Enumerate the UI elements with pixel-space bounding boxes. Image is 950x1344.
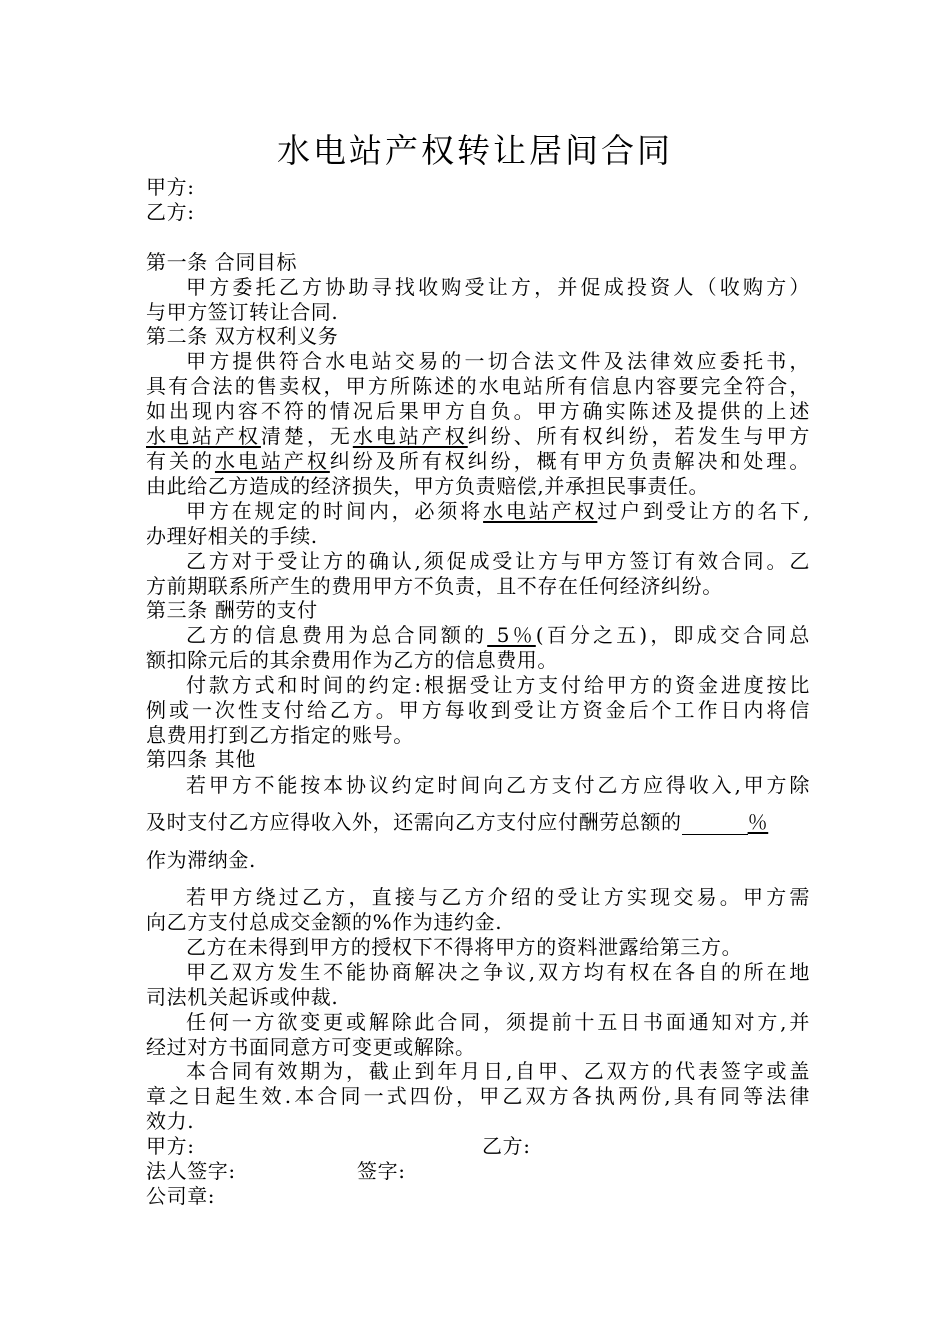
article-4-p6-line-3: 效力. (146, 1109, 195, 1133)
percent-sign: ％ (747, 810, 769, 834)
article-2-p1-line-4 (146, 424, 810, 449)
party-b-label: 乙方: (146, 200, 195, 224)
article-2-p3-line-1: 乙方对于受让方的确认,须促成受让方与甲方签订有效合同。乙 (186, 549, 810, 573)
article-4-p2-line-2: 向乙方支付总成交金额的%作为违约金. (146, 910, 503, 934)
percentage-blank (682, 814, 748, 835)
signature-party-b: 乙方: (482, 1134, 531, 1158)
article-3-p1-line-1 (186, 623, 810, 648)
article-4-p5-line-2: 经过对方书面同意方可变更或解除。 (146, 1035, 476, 1059)
article-4-p4-line-2: 司法机关起诉或仲裁. (146, 985, 339, 1009)
company-seal-label: 公司章: (146, 1184, 216, 1208)
article-2-p1-line-2: 具有合法的售卖权，甲方所陈述的水电站所有信息内容要完全符合， (146, 374, 810, 398)
asset-term-underlined: 水电站产权 (146, 424, 261, 448)
article-3-p1-line-2: 额扣除元后的其余费用作为乙方的信息费用。 (146, 648, 558, 672)
article-1-line-2: 与甲方签订转让合同. (146, 300, 339, 324)
text-segment: 纠纷、所有权纠纷，若发生与甲方 (467, 424, 811, 448)
signature-label: 签字: (357, 1159, 406, 1183)
article-4-p4-line-1: 甲乙双方发生不能协商解决之争议,双方均有权在各自的所在地 (186, 960, 810, 984)
asset-term-underlined: 水电站产权 (483, 499, 598, 523)
fee-rate-underlined: 5％ (487, 623, 536, 647)
text-segment: 纠纷及所有权纠纷，概有甲方负责解决和处理。 (329, 449, 810, 473)
article-4-p3-line-1: 乙方在未得到甲方的授权下不得将甲方的资料泄露给第三方。 (186, 935, 743, 959)
article-3-p2-line-1: 付款方式和时间的约定:根据受让方支付给甲方的资金进度按比 (186, 673, 810, 697)
article-2-p1-line-3: 如出现内容不符的情况后果甲方自负。甲方确实陈述及提供的上述 (146, 399, 810, 423)
article-4-p1-line-3: 作为滞纳金. (146, 848, 256, 872)
asset-term-underlined: 水电站产权 (352, 424, 468, 448)
article-2-p2-line-1 (186, 499, 810, 524)
article-2-p1-line-1: 甲方提供符合水电站交易的一切合法文件及法律效应委托书， (186, 349, 810, 373)
article-3-p2-line-3: 息费用打到乙方指定的账号。 (146, 723, 414, 747)
article-1-line-1: 甲方委托乙方协助寻找收购受让方，并促成投资人（收购方） (186, 275, 810, 299)
article-2-p2-line-2: 办理好相关的手续. (146, 524, 318, 548)
article-4-p1-line-2 (146, 810, 810, 835)
article-4-heading: 第四条 其他 (146, 747, 256, 771)
article-4-p5-line-1: 任何一方欲变更或解除此合同，须提前十五日书面通知对方,并 (186, 1010, 810, 1034)
article-2-p1-line-6: 由此给乙方造成的经济损失，甲方负责赔偿,并承担民事责任。 (146, 474, 710, 498)
article-3-heading: 第三条 酬劳的支付 (146, 598, 318, 622)
article-2-p3-line-2: 方前期联系所产生的费用甲方不负责，且不存在任何经济纠纷。 (146, 574, 723, 598)
legal-representative-signature: 法人签字: (146, 1159, 236, 1183)
article-1-heading: 第一条 合同目标 (146, 250, 298, 274)
text-segment: 及时支付乙方应得收入外，还需向乙方支付应付酬劳总额的 (146, 810, 682, 834)
article-4-p2-line-1: 若甲方绕过乙方，直接与乙方介绍的受让方实现交易。甲方需 (186, 885, 810, 909)
text-segment: 乙方的信息费用为总合同额的 (186, 623, 488, 647)
article-4-p1-line-1: 若甲方不能按本协议约定时间向乙方支付乙方应得收入,甲方除 (186, 773, 810, 797)
text-segment: 有关的 (146, 449, 215, 473)
document-title: 水电站产权转让居间合同 (277, 131, 673, 170)
article-3-p2-line-2: 例或一次性支付给乙方。甲方每收到受让方资金后个工作日内将信 (146, 698, 810, 722)
signature-party-a: 甲方: (146, 1134, 195, 1158)
asset-term-underlined: 水电站产权 (214, 449, 330, 473)
text-segment: 甲方在规定的时间内，必须将 (186, 499, 484, 523)
article-4-p6-line-1: 本合同有效期为，截止到年月日,自甲、乙双方的代表签字或盖 (186, 1059, 810, 1083)
text-segment: 清楚，无 (260, 424, 353, 448)
text-segment: 过户到受让方的名下, (597, 499, 810, 523)
party-a-label: 甲方: (146, 175, 195, 199)
text-segment: (百分之五)，即成交合同总 (535, 623, 810, 647)
article-4-p6-line-2: 章之日起生效.本合同一式四份，甲乙双方各执两份,具有同等法律 (146, 1084, 810, 1108)
article-2-heading: 第二条 双方权利义务 (146, 324, 339, 348)
article-2-p1-line-5 (146, 449, 810, 474)
